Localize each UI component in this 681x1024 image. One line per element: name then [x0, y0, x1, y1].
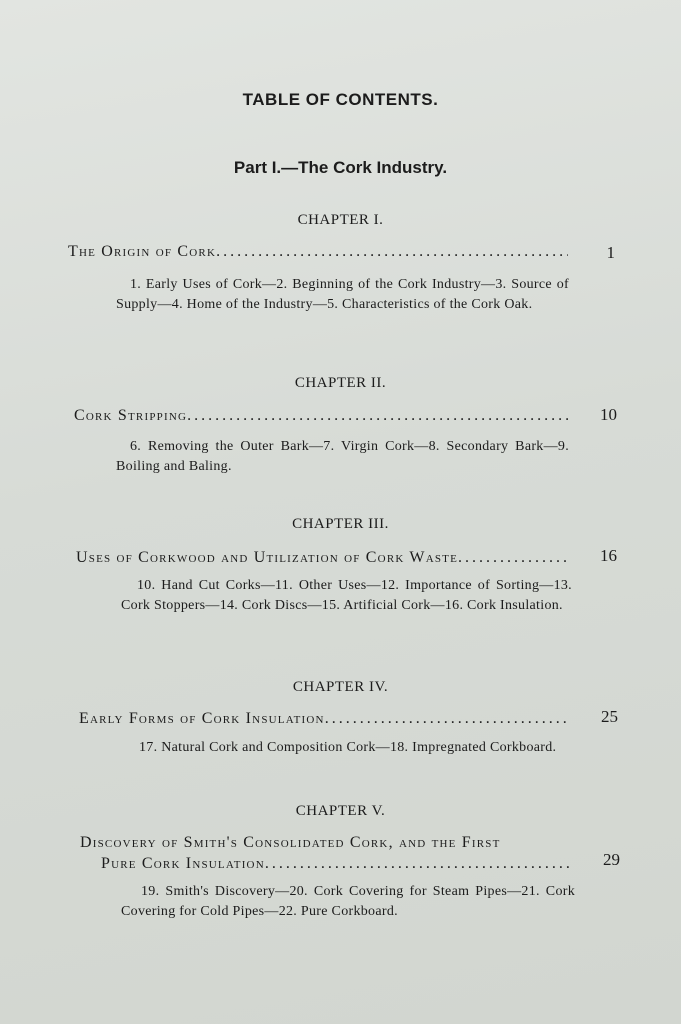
chapter-2-title: Cork Stripping [74, 407, 188, 424]
leader-dots [187, 407, 568, 425]
chapter-5-entry [101, 855, 572, 873]
chapter-1-entry [68, 243, 568, 261]
chapter-2-heading: CHAPTER II. [294, 375, 387, 391]
chapter-1-heading: CHAPTER I. [297, 212, 384, 228]
chapter-2-entry [74, 407, 568, 425]
chapter-3-description: 10. Hand Cut Corks—11. Other Uses—12. Importance of Sorting—13. Cork Stoppers—14. Cork Discs—15. Artificial Cork—16. Cork Insulation. [121, 578, 572, 613]
chapter-5-description: 19. Smith's Discovery—20. Cork Covering for Steam Pipes—21. Cork Covering for Cold Pipes—22. Pure Corkboard. [121, 884, 575, 919]
chapter-4-description: 17. Natural Cork and Composition Cork—18. Impregnated Corkboard. [139, 740, 557, 755]
chapter-3-title: Uses of Corkwood and Utilization of Cork Waste [76, 549, 459, 566]
chapter-1-description: 1. Early Uses of Cork—2. Beginning of the Cork Industry—3. Source of Supply—4. Home of the Industry—5. Characteristics of the Cork Oak. [116, 277, 569, 312]
part-heading: Part I.—The Cork Industry. [233, 158, 448, 177]
chapter-3-heading: CHAPTER III. [292, 516, 389, 532]
chapter-5-page: 29 [603, 850, 620, 869]
chapter-2-page: 10 [600, 405, 617, 424]
chapter-5-title-line2: Pure Cork Insulation [101, 855, 265, 872]
chapter-1-title: The Origin of Cork [68, 243, 217, 260]
chapter-2-description: 6. Removing the Outer Bark—7. Virgin Cork—8. Secondary Bark—9. Boiling and Baling. [116, 439, 569, 474]
chapter-3-entry [76, 549, 571, 567]
chapter-3-page: 16 [600, 546, 617, 565]
leader-dots [458, 549, 571, 567]
chapter-4-entry [79, 710, 570, 728]
chapter-5-title-line1: Discovery of Smith's Consolidated Cork, and the First [80, 834, 501, 851]
leader-dots [265, 855, 572, 873]
leader-dots [216, 243, 568, 261]
chapter-1-page: 1 [606, 243, 615, 262]
page-title: TABLE OF CONTENTS. [242, 90, 439, 109]
chapter-4-title: Early Forms of Cork Insulation [79, 710, 325, 727]
chapter-4-heading: CHAPTER IV. [292, 679, 389, 695]
chapter-4-page: 25 [601, 707, 618, 726]
chapter-5-heading: CHAPTER V. [295, 803, 386, 819]
leader-dots [325, 710, 570, 728]
